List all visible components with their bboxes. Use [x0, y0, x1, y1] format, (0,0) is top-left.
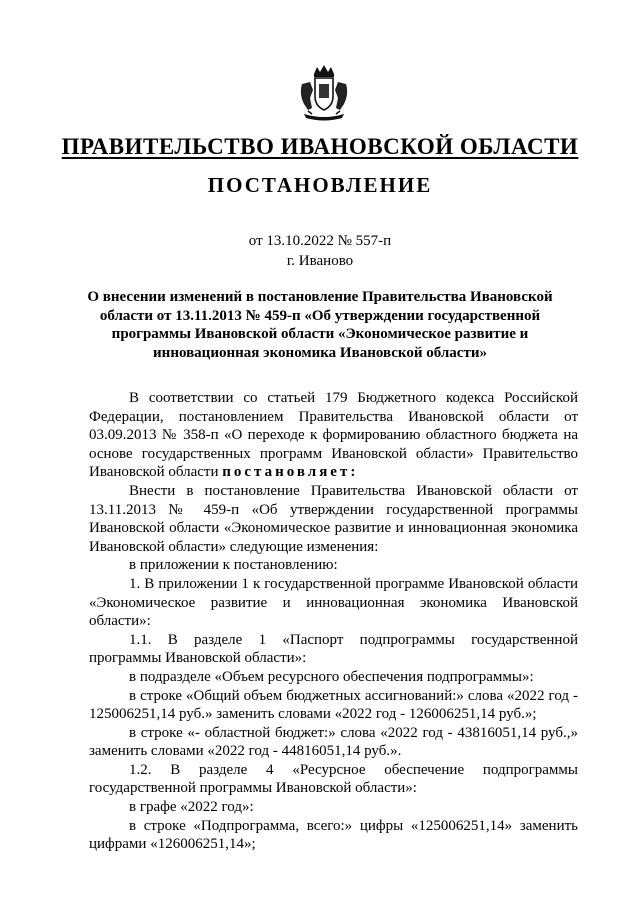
paragraph-7: в строке «- областной бюджет:» слова «2022 год - 43816051,14 руб.,» заменить словами «2022 год - 44816051,14 руб.».	[89, 724, 578, 760]
document-type-title: ПОСТАНОВЛЕНИЕ	[207, 173, 433, 197]
coat-of-arms-emblem	[296, 64, 352, 122]
document-date-number: от 13.10.2022 № 557-п	[248, 233, 392, 249]
document-subject: О внесении изменений в постановление Правительства Ивановской области от 13.11.2013 № 459-п «Об утверждении государственной программы Ивановской области «Экономическое развитие и инновационная экономика Ивановской области»	[87, 289, 553, 361]
paragraph-2: в приложении к постановлению:	[129, 557, 338, 574]
organization-title	[0, 134, 640, 160]
paragraph-4: 1.1. В разделе 1 «Паспорт подпрограммы государственной программы Ивановской области»:	[89, 631, 578, 667]
organization-title-text: ПРАВИТЕЛЬСТВО ИВАНОВСКОЙ ОБЛАСТИ	[61, 134, 579, 159]
decree-word: постановляет:	[222, 464, 359, 481]
paragraph-3: 1. В приложении 1 к государственной программе Ивановской области «Экономическое развитие и инновационная экономика Ивановской области»:	[89, 575, 578, 630]
preamble-paragraph	[89, 389, 578, 482]
document-body	[89, 389, 578, 854]
document-city: г. Иваново	[286, 253, 354, 269]
paragraph-10: в строке «Подпрограмма, всего:» цифры «125006251,14» заменить цифрами «126006251,14»;	[89, 817, 578, 853]
paragraph-1: Внести в постановление Правительства Ивановской области от 13.11.2013 № 459-п «Об утверждении государственной программы Ивановской области «Экономическое развитие и инновационная экономика Ивановской области» следующие изменения:	[89, 482, 578, 555]
paragraph-8: 1.2. В разделе 4 «Ресурсное обеспечение подпрограммы государственной программы Ивановской области»:	[89, 761, 578, 797]
paragraph-5: в подразделе «Объем ресурсного обеспечения подпрограммы»:	[129, 668, 534, 685]
preamble-text: В соответствии со статьей 179 Бюджетного кодекса Российской Федерации, постановлением Правительства Ивановской области от 03.09.2013 № 358-п «О переходе к формированию областного бюджета на основе государственных программ Ивановской области» Правительство Ивановской области	[89, 390, 578, 481]
paragraph-9: в графе «2022 год»:	[129, 799, 254, 816]
paragraph-6: в строке «Общий объем бюджетных ассигнований:» слова «2022 год - 125006251,14 руб.» заменить словами «2022 год - 126006251,14 руб.»;	[89, 687, 578, 723]
